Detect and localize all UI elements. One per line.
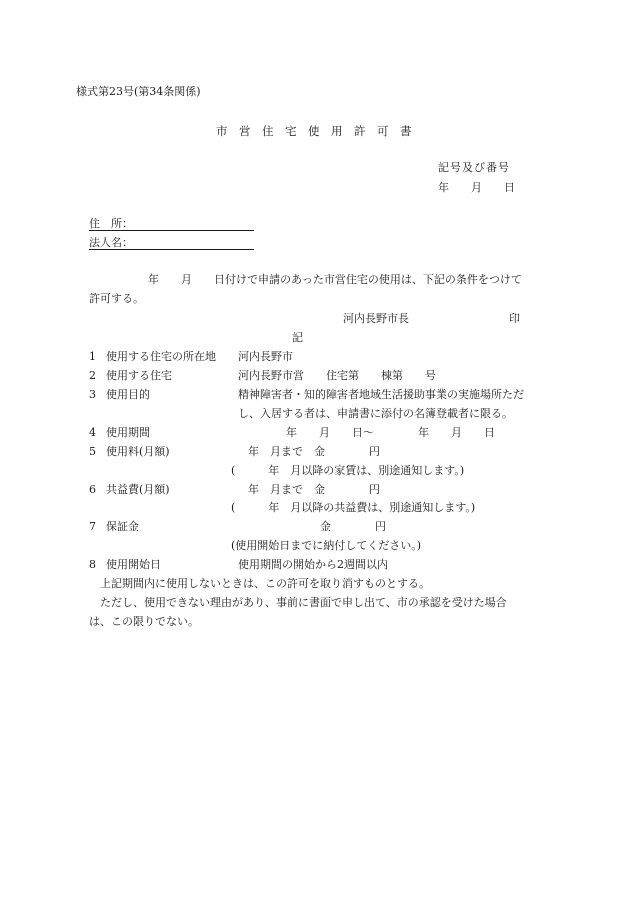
address-underline bbox=[89, 230, 254, 231]
corporation-name-underline bbox=[89, 249, 254, 250]
ki-heading: 記 bbox=[292, 331, 303, 344]
issue-date: 年 月 日 bbox=[438, 181, 515, 194]
item-value-housing: 河内長野市営 住宅第 棟第 号 bbox=[238, 369, 436, 382]
item-value-deposit: 金 円 bbox=[320, 520, 386, 533]
item-value-period: 年 月 日〜 年 月 日 bbox=[286, 426, 495, 439]
body-text-line2: 許可する。 bbox=[89, 292, 144, 305]
item-value-purpose-line1: 精神障害者・知的障害者地域生活援助事業の実施場所ただ bbox=[238, 388, 524, 401]
item-label-housing: 使用する住宅 bbox=[106, 369, 172, 382]
item-label-start-date: 使用開始日 bbox=[106, 558, 161, 571]
item-value-rent: 年 月まで 金 円 bbox=[248, 445, 380, 458]
item-label-location: 使用する住宅の所在地 bbox=[106, 350, 216, 363]
item-label-common-fee: 共益費(月額) bbox=[106, 483, 170, 496]
closing-text-2b: は、この限りでない。 bbox=[89, 615, 199, 628]
item-label-rent: 使用料(月額) bbox=[106, 445, 170, 458]
item-number: 8 bbox=[89, 558, 96, 571]
reference-number-label: 記号及び番号 bbox=[438, 161, 510, 174]
item-note-rent: ( 年 月以降の家賃は、別途通知します。) bbox=[231, 464, 465, 477]
item-number: 5 bbox=[89, 445, 96, 458]
item-value-location: 河内長野市 bbox=[238, 350, 293, 363]
seal-mark: 印 bbox=[509, 312, 520, 325]
closing-text-2a: ただし、使用できない理由があり、事前に書面で申し出て、市の承認を受けた場合 bbox=[100, 596, 507, 609]
item-note-deposit: (使用開始日までに納付してください。) bbox=[231, 539, 422, 552]
item-number: 3 bbox=[89, 388, 96, 401]
corporation-name-label: 法人名： bbox=[89, 236, 133, 249]
item-number: 1 bbox=[89, 350, 96, 363]
address-label: 住 所： bbox=[89, 217, 133, 230]
form-number: 様式第23号(第34条関係) bbox=[76, 85, 201, 98]
body-text-line1: 年 月 日付けで申請のあった市営住宅の使用は、下記の条件をつけて bbox=[148, 273, 522, 286]
item-number: 4 bbox=[89, 426, 96, 439]
item-note-common-fee: ( 年 月以降の共益費は、別途通知します。) bbox=[231, 501, 476, 514]
item-value-start-date: 使用期間の開始から2週間以内 bbox=[238, 558, 388, 571]
item-number: 6 bbox=[89, 483, 96, 496]
item-value-common-fee: 年 月まで 金 円 bbox=[248, 483, 380, 496]
item-label-purpose: 使用目的 bbox=[106, 388, 150, 401]
item-number: 7 bbox=[89, 520, 96, 533]
closing-text-1: 上記期間内に使用しないときは、この許可を取り消すものとする。 bbox=[100, 577, 430, 590]
mayor-title: 河内長野市長 bbox=[343, 312, 409, 325]
item-value-purpose-line2: し、入居する者は、申請書に添付の名簿登載者に限る。 bbox=[238, 407, 513, 420]
item-label-period: 使用期間 bbox=[106, 426, 150, 439]
document-title: 市 営 住 宅 使 用 許 可 書 bbox=[216, 124, 412, 138]
item-label-deposit: 保証金 bbox=[106, 520, 139, 533]
item-number: 2 bbox=[89, 369, 96, 382]
